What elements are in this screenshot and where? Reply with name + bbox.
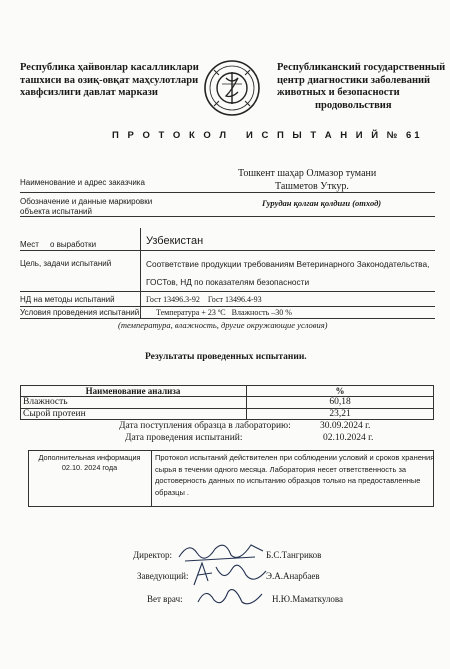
document-title: П Р О Т О К О Л И С П Ы Т А Н И Й № 61: [112, 130, 423, 141]
vet-name: Н.Ю.Маматкулова: [272, 594, 344, 604]
results-row-value: 60,18: [329, 397, 351, 407]
info-text-line: Протокол испытаний действителен при соблюдении условий и сроков хранения: [155, 453, 435, 462]
header-left-line: ташхиси ва озиқ-овқат маҳсулотлари: [20, 74, 199, 86]
purpose-value-line2: ГОСТов, НД по показателям безопасности: [146, 277, 310, 287]
origin-underline: [20, 250, 435, 251]
results-header-value: %: [335, 386, 345, 396]
results-row-name: Сырой протеин: [23, 409, 86, 419]
results-row-value: 23,21: [329, 409, 351, 419]
vet-role: Вет врач:: [147, 594, 183, 604]
vet-signature-icon: [194, 582, 268, 612]
emblem-logo-icon: [202, 58, 262, 118]
info-text: [155, 452, 434, 498]
test-date-label: Дата проведения испытаний:: [125, 433, 243, 443]
director-name: Б.С.Тангриков: [266, 550, 322, 560]
origin-value: Узбекистан: [146, 235, 204, 247]
received-date-value: 30.09.2024 г.: [320, 421, 371, 431]
methods-underline: [20, 306, 435, 307]
head-name: Э.А.Анарбаев: [266, 571, 320, 581]
customer-label: Наименование и адрес заказчика: [20, 178, 145, 187]
info-box-divider: [151, 450, 152, 507]
info-text-line: образцы .: [155, 487, 190, 497]
methods-value: Гост 13496.3-92 Гост 13496.4-93: [146, 295, 262, 304]
info-text-line: сырья в течении одного месяца. Лаборатория несет ответственность за: [155, 464, 407, 474]
info-label-line: 02.10. 2024 года: [61, 463, 118, 472]
purpose-value-line1: Соответствие продукции требованиям Ветеринарного Законодательства,: [146, 259, 430, 269]
info-text-line: достоверность данных по испытанию образцов только на предоставленные: [155, 476, 421, 485]
conditions-label: Условия проведения испытаний: [20, 308, 140, 317]
director-role: Директор:: [133, 550, 173, 560]
methods-label: НД на методы испытаний: [20, 295, 115, 304]
origin-label: Мест о выработки: [20, 240, 97, 249]
customer-underline: [20, 192, 435, 193]
header-right-line: Республиканский государственный: [277, 62, 446, 73]
header-right-line: животных и безопасности: [277, 87, 400, 98]
info-label-line: Дополнительная информация: [38, 453, 141, 462]
marking-label-line: Обозначение и данные маркировки: [20, 197, 153, 206]
results-header-name: Наименование анализа: [85, 386, 181, 396]
purpose-label: Цель, задачи испытаний: [20, 259, 112, 268]
customer-value-line1: Тошкент шаҳар Олмазор тумани: [238, 168, 377, 179]
label-column-divider: [140, 228, 141, 318]
header-left: [20, 62, 199, 100]
conditions-underline: [20, 318, 435, 319]
results-row-name: Влажность: [23, 397, 68, 407]
test-date-value: 02.10.2024 г.: [323, 433, 374, 443]
header-right-line: центр диагностики заболеваний: [277, 74, 431, 86]
customer-value-line2: Ташметов Уткур.: [275, 181, 349, 192]
head-role: Заведующий:: [137, 571, 189, 581]
header-left-line: хавфсизлиги давлат маркази: [20, 87, 158, 98]
marking-label-line: объекта испытаний: [20, 207, 92, 216]
purpose-underline: [20, 291, 435, 292]
results-heading: Результаты проведенных испытании.: [145, 352, 307, 362]
marking-value: Гурудан қолган қолдиғи (отход): [262, 198, 382, 208]
conditions-value: Температура + 23 ºС Влажность –30 %: [156, 308, 292, 317]
received-date-label: Дата поступления образца в лабораторию:: [119, 421, 291, 431]
conditions-note: (температура, влажность, другие окружающие условия): [118, 320, 328, 330]
header-left-line: Республика ҳайвонлар касалликлари: [20, 62, 199, 73]
info-label: [28, 453, 151, 473]
marking-underline: [20, 216, 435, 217]
header-right-line: продовольствия: [315, 99, 392, 111]
header-right: [277, 62, 445, 112]
marking-label: [20, 197, 152, 217]
